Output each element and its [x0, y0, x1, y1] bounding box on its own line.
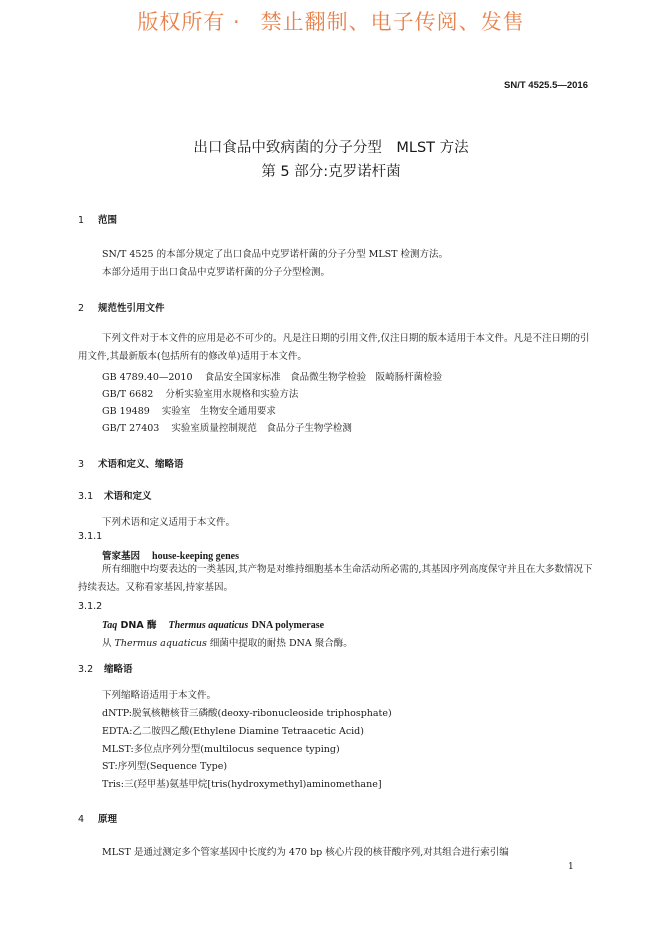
section-1-heading: 1 范围 — [78, 215, 118, 226]
watermark — [0, 6, 662, 36]
section-3-1-heading: 3.1 术语和定义 — [78, 491, 152, 502]
reference-item: GB 19489 实验室 生物安全通用要求 — [102, 406, 276, 417]
section-3-1-intro: 下列术语和定义适用于本文件。 — [102, 517, 236, 528]
section-3-2-intro: 下列缩略语适用于本文件。 — [102, 690, 217, 701]
watermark-right: 禁止翻制、电子传阅、发售 — [260, 10, 525, 34]
term-3-1-1-definition: 所有细胞中均要表达的一类基因,其产物是对维持细胞基本生命活动所必需的,其基因序列高度保守并且在大多数情况下持续表达。又称看家基因,持家基因。 — [78, 564, 593, 593]
section-4-paragraph: MLST 是通过测定多个管家基因中长度约为 470 bp 核心片段的核苷酸序列,对其组合进行索引编 — [102, 847, 509, 858]
document-subtitle: 第 5 部分:克罗诺杆菌 — [261, 164, 401, 180]
section-2-heading: 2 规范性引用文件 — [78, 303, 165, 314]
standard-number: SN/T 4525.5—2016 — [504, 80, 588, 91]
reference-item: GB/T 6682 分析实验室用水规格和实验方法 — [102, 389, 299, 400]
abbreviation-item: EDTA:乙二胺四乙酸(Ethylene Diamine Tetraacetic Acid) — [102, 726, 364, 737]
reference-item: GB/T 27403 实验室质量控制规范 食品分子生物学检测 — [102, 423, 352, 434]
watermark-left: 版权所有 · — [137, 10, 241, 34]
section-4-heading: 4 原理 — [78, 814, 118, 825]
section-2-paragraph: 下列文件对于本文件的应用是必不可少的。凡是注日期的引用文件,仅注日期的版本适用于本文件。凡是不注日期的引用文件,其最新版本(包括所有的修改单)适用于本文件。 — [78, 333, 590, 362]
abbreviation-item: MLST:多位点序列分型(multilocus sequence typing) — [102, 744, 340, 755]
abbreviation-item: ST:序列型(Sequence Type) — [102, 761, 228, 772]
section-3-2-heading: 3.2 缩略语 — [78, 664, 133, 675]
section-3-heading: 3 术语和定义、缩略语 — [78, 459, 184, 470]
abbreviation-item: dNTP:脱氧核糖核苷三磷酸(deoxy-ribonucleoside triphosphate) — [102, 708, 392, 719]
reference-item: GB 4789.40—2010 食品安全国家标准 食品微生物学检验 阪崎肠杆菌检验 — [102, 372, 443, 383]
page-number: 1 — [568, 862, 574, 872]
document-title: 出口食品中致病菌的分子分型 MLST 方法 — [193, 140, 469, 156]
term-3-1-1: 管家基因 house-keeping genes — [102, 551, 239, 562]
term-3-1-1-number: 3.1.1 — [78, 531, 103, 542]
section-1-line-1: SN/T 4525 的本部分规定了出口食品中克罗诺杆菌的分子分型 MLST 检测方法。 — [102, 249, 448, 260]
term-3-1-2-number: 3.1.2 — [78, 601, 103, 612]
abbreviation-item: Tris:三(羟甲基)氨基甲烷[tris(hydroxymethyl)aminomethane] — [102, 779, 382, 790]
section-1-line-2: 本部分适用于出口食品中克罗诺杆菌的分子分型检测。 — [102, 267, 331, 278]
term-3-1-2: Taq DNA 酶 Thermus aquaticus DNA polymerase — [102, 620, 325, 631]
term-3-1-2-definition: 从 Thermus aquaticus 细菌中提取的耐热 DNA 聚合酶。 — [102, 638, 353, 649]
